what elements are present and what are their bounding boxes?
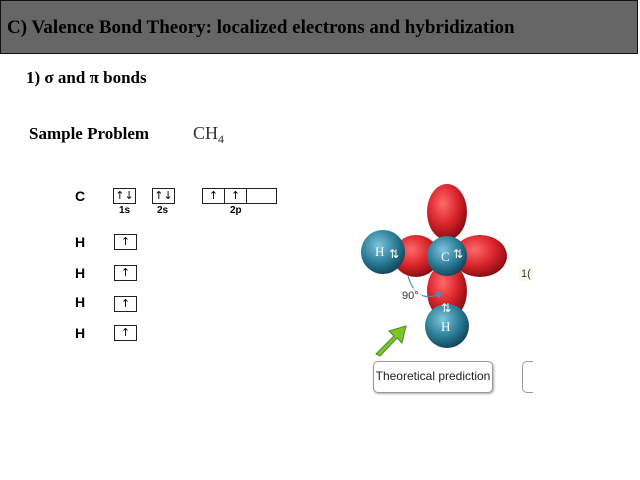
hydrogen-symbol-2: H [75, 265, 86, 281]
left-atom-label: H [375, 244, 385, 259]
formula-main: CH [193, 123, 219, 143]
center-atom-label: C [441, 249, 450, 264]
formula-subscript: 4 [218, 132, 225, 146]
hydrogen-box-3: ↑ [114, 296, 137, 312]
orbital-box-2px: ↑ [202, 188, 225, 204]
orbital-diagram [50, 176, 286, 352]
left-spin-label: ⇅ [389, 247, 400, 261]
center-spin-label: ⇅ [453, 247, 464, 261]
title-bar [0, 0, 638, 54]
orbital-box-2s: ↑↓ [152, 188, 175, 204]
angle-label: 90° [402, 290, 419, 302]
orbital-label-2s: 2s [157, 205, 169, 216]
bottom-spin-label: ⇅ [441, 301, 452, 315]
cropped-angle-label: 1( [521, 268, 531, 280]
orbital-box-1s: ↑↓ [113, 188, 136, 204]
carbon-symbol: C [75, 188, 86, 204]
hydrogen-box-1: ↑ [114, 234, 137, 250]
theoretical-prediction-button[interactable]: Theoretical prediction [373, 361, 493, 393]
sample-problem-label: Sample Problem [29, 124, 150, 143]
orbital-label-1s: 1s [119, 205, 131, 216]
hydrogen-symbol-3: H [75, 294, 86, 310]
hydrogen-symbol-1: H [75, 234, 86, 250]
cropped-button[interactable] [522, 361, 533, 393]
page-title: C) Valence Bond Theory: localized electrons and hybridization [7, 17, 515, 38]
hydrogen-box-4: ↑ [114, 325, 137, 341]
bottom-atom-label: H [441, 319, 451, 334]
orbital-model-figure [356, 176, 532, 398]
orbital-label-2p: 2p [230, 205, 242, 216]
section-subheading: 1) σ and π bonds [26, 68, 147, 87]
hydrogen-box-2: ↑ [114, 265, 137, 281]
molecule-formula [193, 123, 224, 144]
hydrogen-symbol-4: H [75, 325, 86, 341]
orbital-box-2pz [246, 188, 277, 204]
orbital-box-2py: ↑ [224, 188, 247, 204]
pointer-arrow [376, 326, 406, 356]
lobe-top [427, 184, 467, 240]
